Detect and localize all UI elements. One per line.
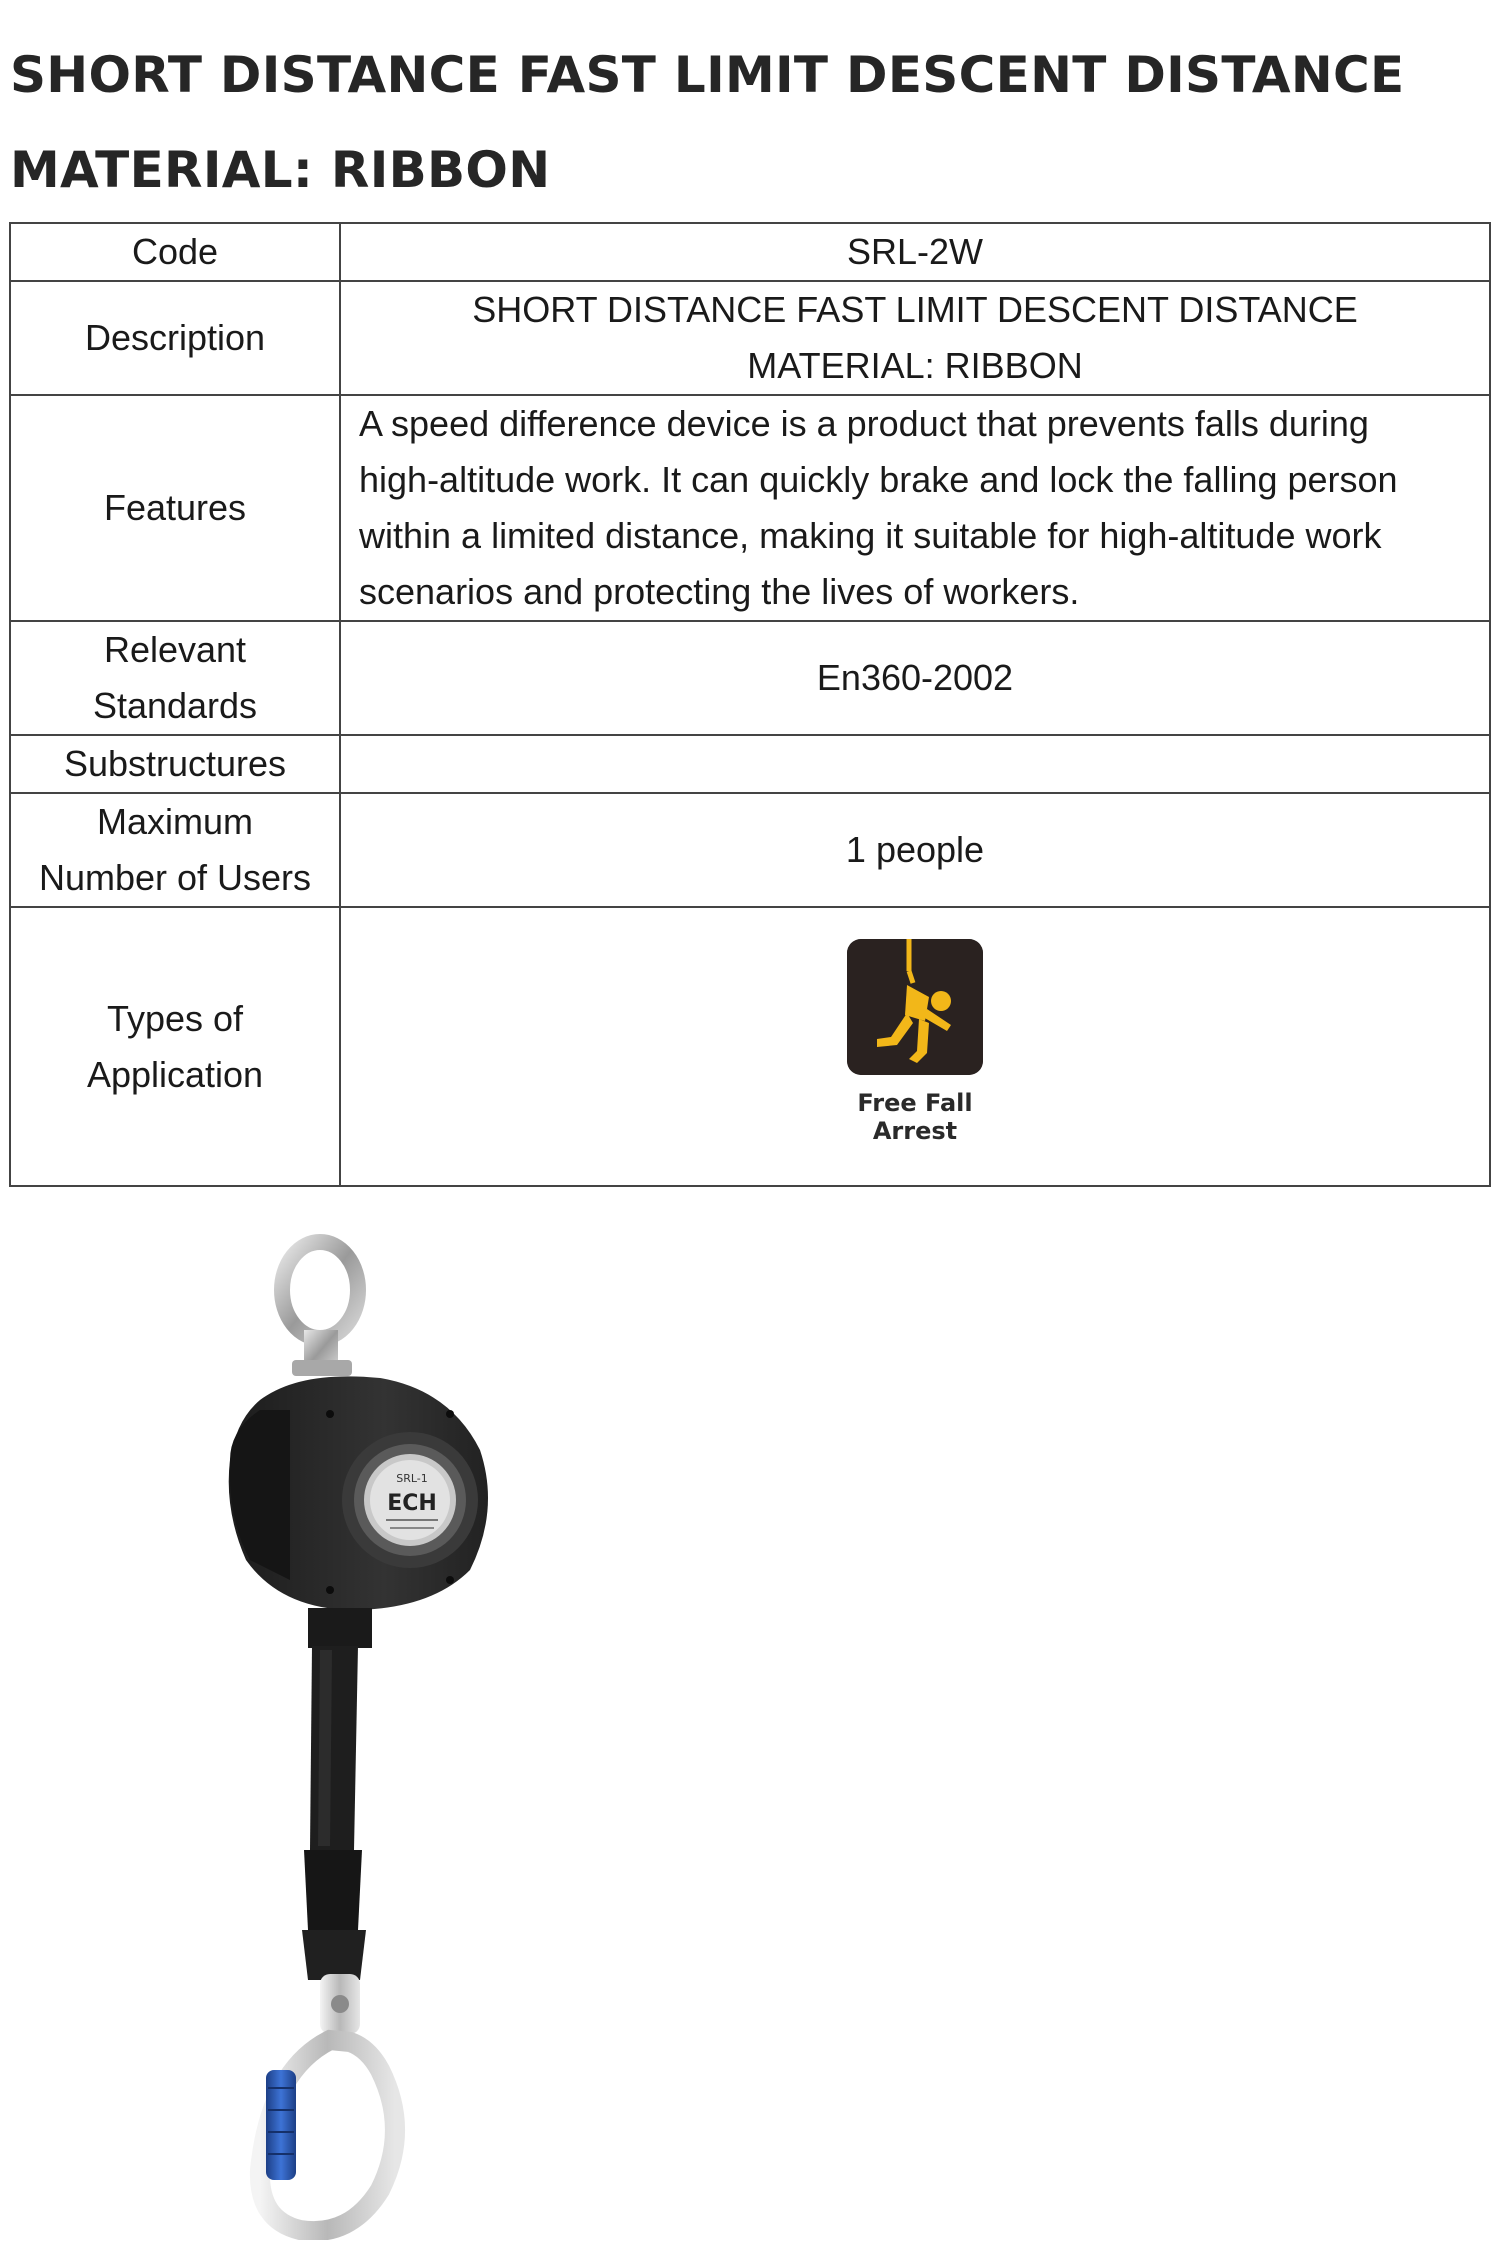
description-line-2: MATERIAL: RIBBON (747, 345, 1083, 386)
product-label-brand: ECH (387, 1491, 437, 1516)
row-value-standards: En360-2002 (340, 621, 1490, 735)
row-label-standards: Relevant Standards (10, 621, 340, 735)
table-row (10, 621, 1490, 735)
row-value-substructures (340, 735, 1490, 793)
row-label-code: Code (10, 223, 340, 281)
row-label-substructures: Substructures (10, 735, 340, 793)
row-value-application (340, 907, 1490, 1186)
application-caption-line-2: Arrest (872, 1116, 958, 1145)
page-title (10, 28, 1490, 218)
page-title-line-2: MATERIAL: RIBBON (10, 141, 551, 199)
table-row (10, 395, 1490, 621)
table-row (10, 793, 1490, 907)
free-fall-arrest-icon (847, 939, 983, 1075)
spec-table (9, 222, 1491, 1187)
self-retracting-lifeline-photo (180, 1210, 520, 2240)
application-type (847, 939, 983, 1145)
row-label-application: Types of Application (10, 907, 340, 1186)
row-value-description (340, 281, 1490, 395)
row-label-features: Features (10, 395, 340, 621)
row-label-description: Description (10, 281, 340, 395)
application-caption (847, 1089, 983, 1145)
row-value-features: A speed difference device is a product that prevents falls during high-altitude work. It can quickly brake and lock the falling person within a limited distance, making it suitable for high-altitude work scenarios and protecting the lives of workers. (340, 395, 1490, 621)
product-label-code: SRL-1 (396, 1472, 428, 1485)
row-value-max-users: 1 people (340, 793, 1490, 907)
description-line-1: SHORT DISTANCE FAST LIMIT DESCENT DISTANCE (472, 289, 1358, 330)
table-row (10, 281, 1490, 395)
table-row (10, 223, 1490, 281)
row-value-code: SRL-2W (340, 223, 1490, 281)
table-row (10, 735, 1490, 793)
page-title-line-1: SHORT DISTANCE FAST LIMIT DESCENT DISTANCE (10, 46, 1405, 104)
table-row (10, 907, 1490, 1186)
row-label-max-users: Maximum Number of Users (10, 793, 340, 907)
application-caption-line-1: Free Fall (857, 1088, 973, 1117)
